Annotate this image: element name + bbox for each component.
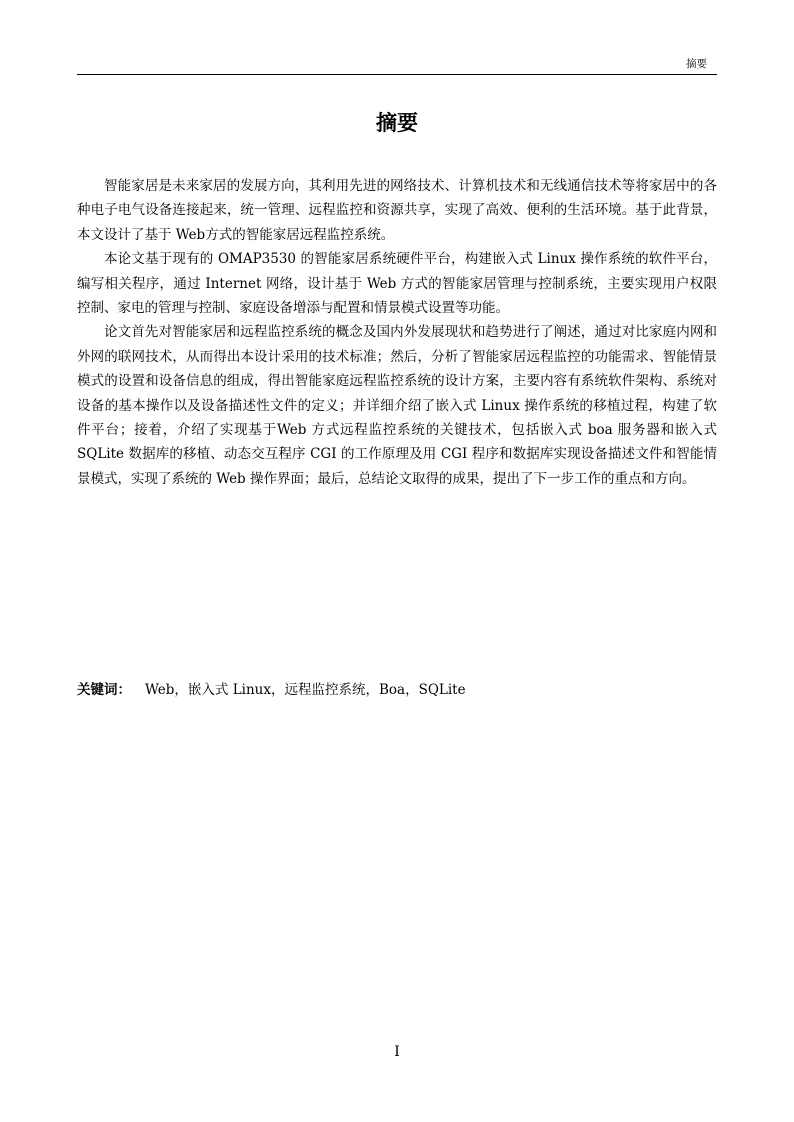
running-header-title: 摘要 <box>686 58 707 70</box>
abstract-paragraph: 智能家居是未来家居的发展方向，其利用先进的网络技术、计算机技术和无线通信技术等将家居中的各种电子电气设备连接起来，统一管理、远程监控和资源共享，实现了高效、便利的生活环境。基于此背景，本文设计了基于 Web方式的智能家居远程监控系统。 <box>77 178 717 243</box>
keywords-label: 关键词： <box>77 682 131 698</box>
keywords-line <box>77 678 717 702</box>
abstract-body <box>77 174 717 491</box>
page-title: 摘要 <box>376 111 418 135</box>
page-number: I <box>394 1044 400 1060</box>
running-header <box>77 57 717 75</box>
keywords-value: Web，嵌入式 Linux，远程监控系统，Boa，SQLite <box>145 682 466 698</box>
abstract-paragraph: 论文首先对智能家居和远程监控系统的概念及国内外发展现状和趋势进行了阐述，通过对比家庭内网和外网的联网技术，从而得出本设计采用的技术标准；然后，分析了智能家居远程监控的功能需求、智能情景模式的设置和设备信息的组成，得出智能家庭远程监控系统的设计方案，主要内容有系统软件架构、系统对设备的基本操作以及设备描述性文件的定义；并详细介绍了嵌入式 Linux 操作系统的移植过程，构建了软件平台；接着，介绍了实现基于Web 方式远程监控系统的关键技术，包括嵌入式 boa 服务器和嵌入式 SQLite 数据库的移植、动态交互程序 CGI 的工作原理及用 CGI 程序和数据库实现设备描述文件和智能情景模式，实现了系统的 Web 操作界面；最后，总结论文取得的成果，提出了下一步工作的重点和方向。 <box>77 324 717 487</box>
abstract-paragraph: 本论文基于现有的 OMAP3530 的智能家居系统硬件平台，构建嵌入式 Linux 操作系统的软件平台，编写相关程序，通过 Internet 网络，设计基于 Web 方式的智能家居管理与控制系统，主要实现用户权限控制、家电的管理与控制、家庭设备增添与配置和情景模式设置等功能。 <box>77 251 717 317</box>
